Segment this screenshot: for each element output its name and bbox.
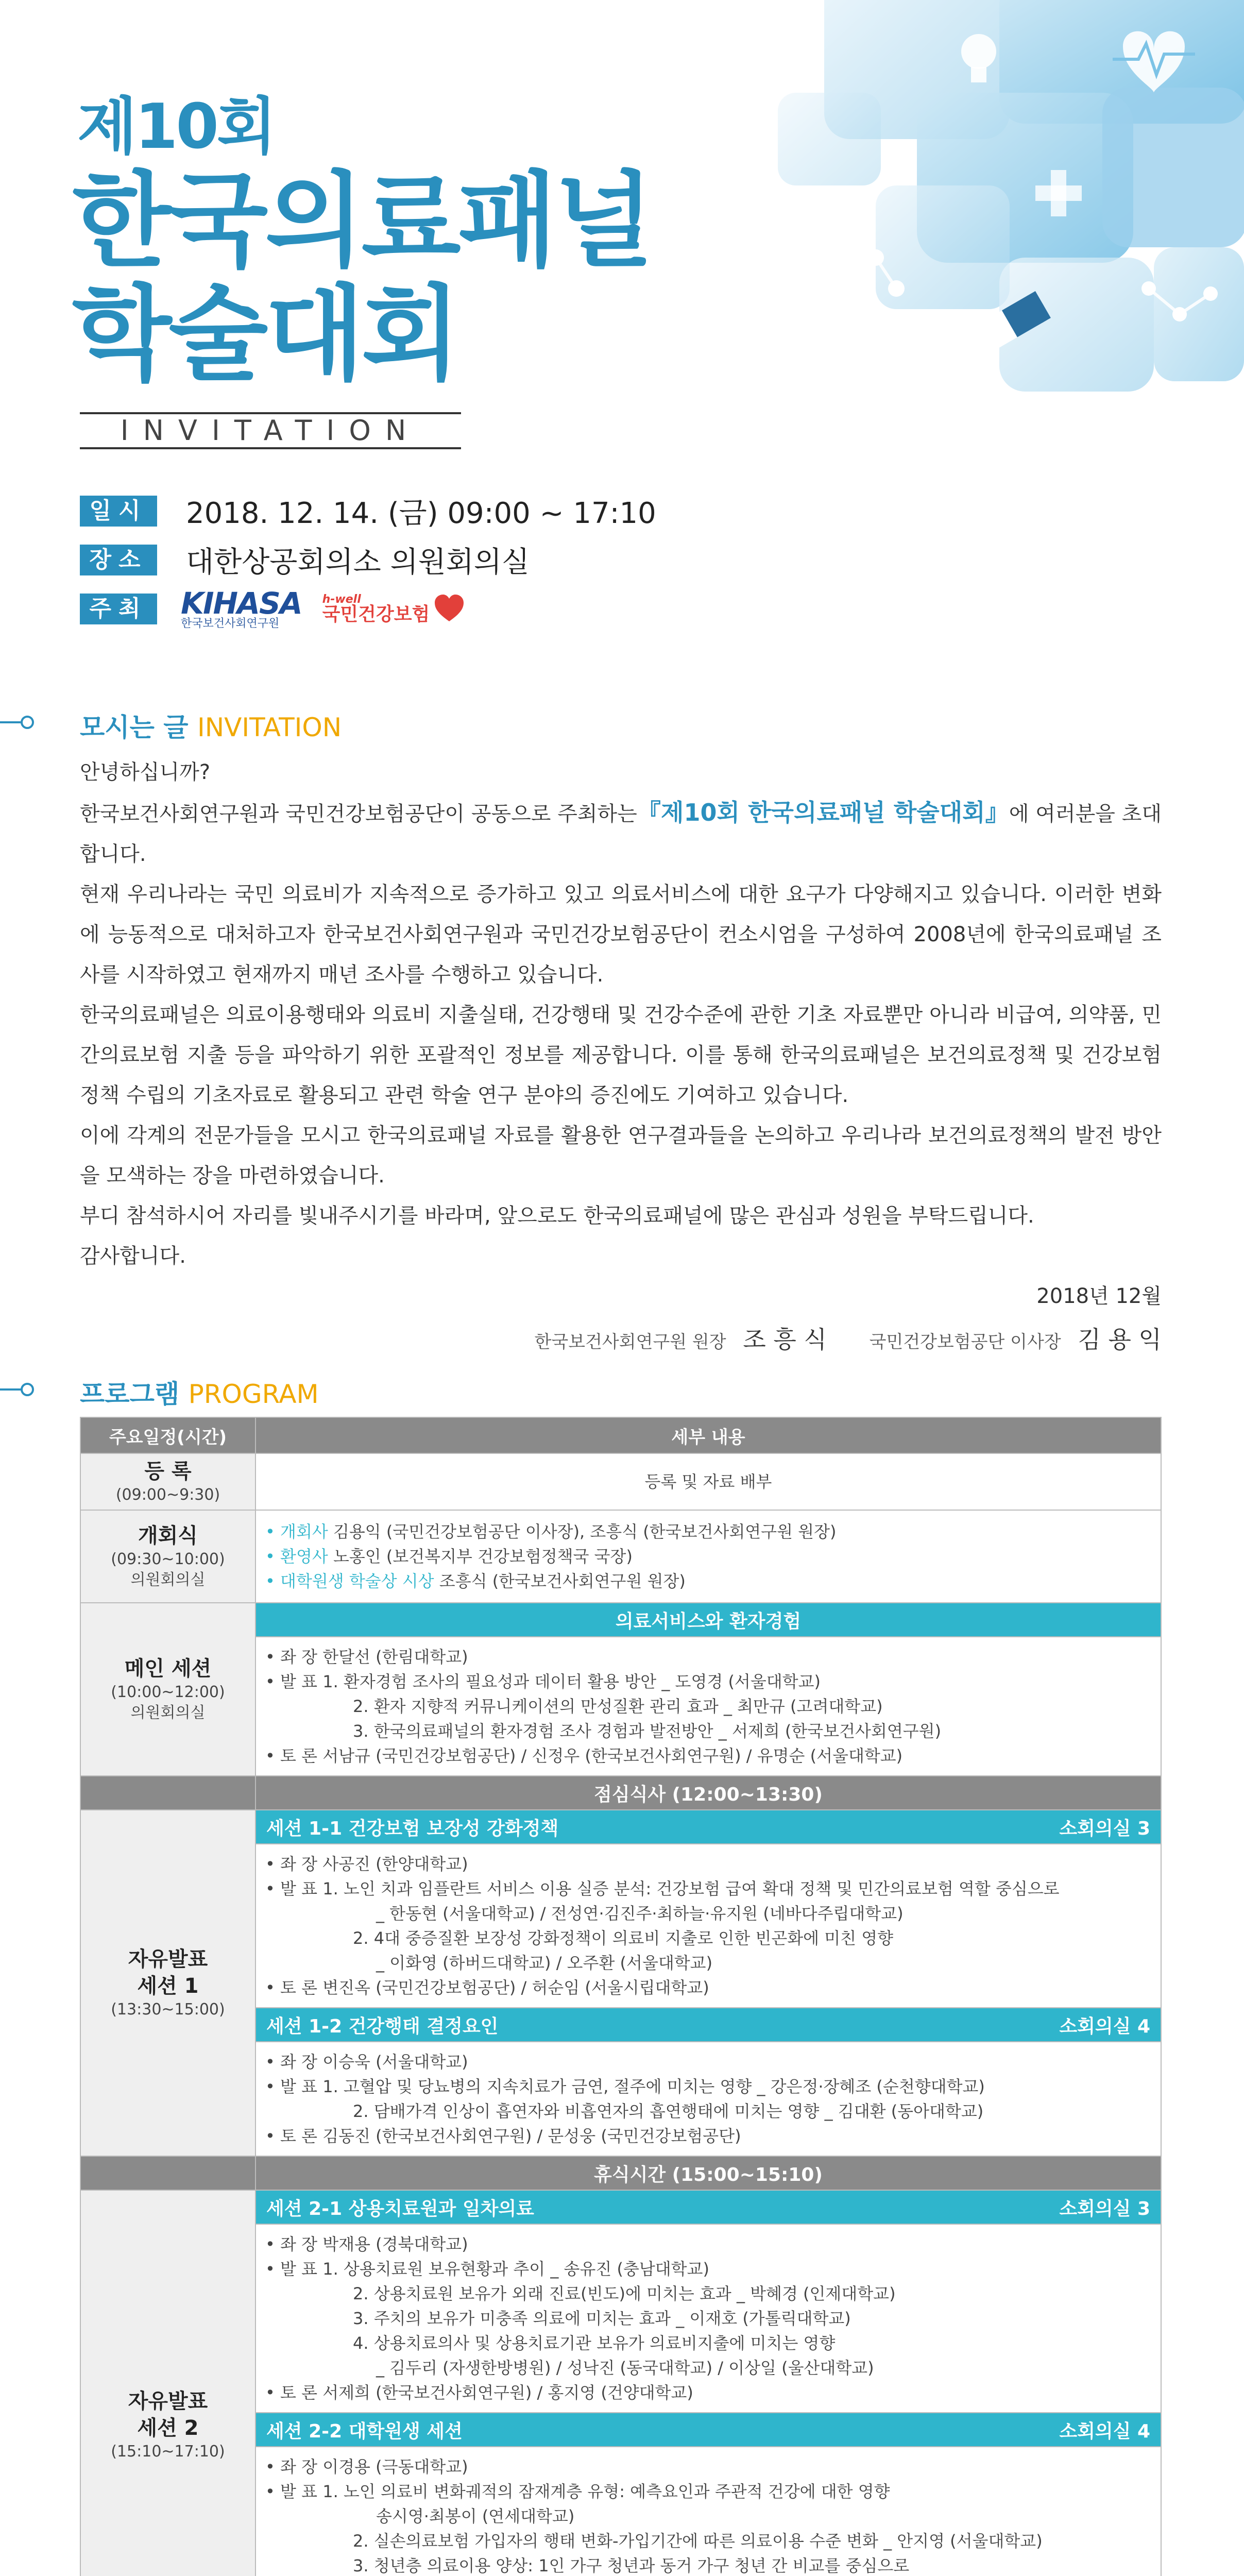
session-2-2-content: • 좌 장 이경용 (극동대학교) • 발 표 1. 노인 의료비 변화궤적의 잠재계층 유형: 예측요인과 주관적 건강에 대한 영향 송시영·최봉이 (연세대학교) 2. 실손의료보험 가입자의 행태 변화-가입기간에 따른 의료이용 수준 변화 _ 안지영 (서울대학교) 3. 청년층 의료이용 양상: 1인 가구 청년과 동거 가구 청년 간 비교를 중심으로 [255,2447,1161,2576]
event-title-line2: 학술대회 [72,275,458,395]
table-row [80,1453,1161,1510]
invitation-para-2: 현재 우리나라는 국민 의료비가 지속적으로 증가하고 있고 의료서비스에 대한 요구가 다양해지고 있습니다. 이러한 변화에 능동적으로 대처하고자 한국보건사회연구원과 국민건강보험공단이 컨소시엄을 구성하여 2008년에 한국의료패널 조사를 시작하였고 현재까지 매년 조사를 수행하고 있습니다. [80,883,1162,987]
break-bar: 휴식시간 (15:00~15:10) [255,2156,1161,2190]
table-row [80,1603,1161,1637]
header-time: 주요일정(시간) [80,1417,255,1453]
nhis-logo: h-well 국민건강보험 [322,593,430,625]
reg-time-cell: 등 록 (09:00~9:30) [80,1453,255,1510]
main-session-bar: 의료서비스와 환자경험 [255,1603,1161,1637]
table-row [80,1510,1161,1603]
heart-icon [434,595,465,623]
section-marker-icon [21,1383,34,1396]
table-row [80,2190,1161,2224]
invitation-para-4: 이에 각계의 전문가들을 모시고 한국의료패널 자료를 활용한 연구결과들을 논의하고 우리나라 보건의료정책의 발전 방안을 모색하는 장을 마련하였습니다. [80,1124,1162,1188]
opening-time-cell: 개회식 (09:30~10:00) 의원회의실 [80,1510,255,1603]
main-session-content: • 좌 장 한달선 (한림대학교) • 발 표 1. 환자경험 조사의 필요성과 데이터 활용 방안 _ 도영경 (서울대학교) 2. 환자 지향적 커뮤니케이션의 만성질환 관리 효과 _ 최만규 (고려대학교) 3. 한국의료패널의 환자경험 조사 경험과 발전방안 _ 서제희 (한국보건사회연구원) • 토 론 서남규 (국민건강보험공단) / 신정우 (한국보건사회연구원) / 유명순 (서울대학교) [255,1637,1161,1776]
invitation-para-3: 한국의료패널은 의료이용행태와 의료비 지출실태, 건강행태 및 건강수준에 관한 기초 자료뿐만 아니라 비급여, 의약품, 민간의료보험 지출 등을 파악하기 위한 포괄적인 정보를 제공합니다. 이를 통해 한국의료패널은 보건의료정책 및 건강보험정책 수립의 기초자료로 활용되고 관련 학술 연구 분야의 증진에도 기여하고 있습니다. [80,1003,1162,1107]
info-host [80,586,465,630]
session-1-2-content: • 좌 장 이승욱 (서울대학교) • 발 표 1. 고혈압 및 당뇨병의 지속치료가 금연, 절주에 미치는 영향 _ 강은정·장혜조 (순천향대학교) 2. 담배가격 인상이 흡연자와 비흡연자의 흡연행태에 미치는 영향 _ 김대환 (동아대학교) • 토 론 김동진 (한국보건사회연구원) / 문성웅 (국민건강보험공단) [255,2042,1161,2156]
greeting: 안녕하십니까? [80,760,211,784]
session-1-1-bar: 세션 1-1 건강보험 보장성 강화정책 소회의실 3 [255,1810,1161,1844]
main-session-time-cell: 메인 세션 (10:00~12:00) 의원회의실 [80,1603,255,1776]
host-logos [181,588,465,630]
info-venue-label: 장소 [80,545,157,575]
lunch-bar: 점심식사 (12:00~13:30) [255,1776,1161,1810]
session-2-2-bar: 세션 2-2 대학원생 세션 소회의실 4 [255,2413,1161,2447]
table-header-row [80,1417,1161,1453]
invitation-body [80,752,1162,1362]
kihasa-logo: KIHASA 한국보건사회연구원 [181,586,302,630]
info-venue [80,544,530,577]
table-row [80,1810,1161,1844]
invitation-banner: INVITATION [80,412,461,449]
invitation-para-5: 부디 참석하시어 자리를 빛내주시기를 바라며, 앞으로도 한국의료패널에 많은 관심과 성원을 부탁드립니다. [80,1204,1034,1228]
program-heading: 프로그램 PROGRAM [80,1379,319,1409]
letter-date: 2018년 12월 [1036,1284,1162,1308]
program-table [80,1417,1162,2576]
event-title [72,161,651,395]
session-2-1-content: • 좌 장 박재용 (경북대학교) • 발 표 1. 상용치료원 보유현황과 추이 _ 송유진 (충남대학교) 2. 상용치료원 보유가 외래 진료(빈도)에 미치는 효과 _ 박혜경 (인제대학교) 3. 주치의 보유가 미충족 의료에 미치는 효과 _ 이재호 (가톨릭대학교) 4. 상용치료의사 및 상용치료기관 보유가 의료비지출에 미치는 영향 _ 김두리 (자생한방병원) / 성낙진 (동국대학교) / 이상일 (울산대학교) • 토 론 서제희 (한국보건사회연구원) / 홍지영 (건양대학교) [255,2224,1161,2413]
info-date-value: 2018. 12. 14. (금) 09:00 ~ 17:10 [186,497,656,530]
table-row [80,2156,1161,2190]
free1-time-cell: 자유발표 세션 1 (13:30~15:00) [80,1810,255,2156]
section-marker-icon [21,716,34,729]
section-line [0,1388,21,1391]
header-decoration [608,0,1244,474]
session-1-1-content: • 좌 장 사공진 (한양대학교) • 발 표 1. 노인 치과 임플란트 서비스 이용 실증 분석: 건강보험 급여 확대 정책 및 민간의료보험 역할 중심으로 _ 한동현 (서울대학교) / 전성연·김진주·최하늘·유지원 (네바다주립대학교) 2. 4대 중증질환 보장성 강화정책이 의료비 지출로 인한 빈곤화에 미친 영향 _ 이화영 (하버드대학교) / 오주환 (서울대학교) • 토 론 변진옥 (국민건강보험공단) / 허순임 (서울시립대학교) [255,1844,1161,2008]
info-venue-value: 대한상공회의소 의원회의실 [186,546,530,579]
info-date [80,495,656,528]
invitation-heading: 모시는 글 INVITATION [80,713,342,742]
session-1-2-bar: 세션 1-2 건강행태 결정요인 소회의실 4 [255,2008,1161,2042]
list-item: • 환영사 노홍인 (보건복지부 건강보험정책국 국장) [265,1547,633,1566]
event-title-line1: 한국의료패널 [72,161,651,281]
info-date-label: 일시 [80,496,157,527]
table-row [80,1776,1161,1810]
invitation-para-1: 한국보건사회연구원과 국민건강보험공단이 공동으로 주최하는『제10회 한국의료패널 학술대회』에 여러분을 초대합니다. [80,799,1162,866]
header-content: 세부 내용 [255,1417,1161,1453]
reg-content: 등록 및 자료 배부 [255,1453,1161,1510]
list-item: • 대학원생 학술상 시상 조흥식 (한국보건사회연구원 원장) [265,1571,686,1591]
session-2-1-bar: 세션 2-1 상용치료원과 일차의료 소회의실 3 [255,2190,1161,2224]
info-host-label: 주최 [80,594,157,624]
thanks: 감사합니다. [80,1244,186,1268]
opening-content [255,1510,1161,1603]
event-round: 제10회 [77,91,275,163]
signatures: 한국보건사회연구원 원장 조 흥 식 국민건강보험공단 이사장 김 용 익 [534,1326,1162,1353]
section-line [0,721,21,723]
free2-time-cell: 자유발표 세션 2 (15:10~17:10) [80,2190,255,2576]
list-item: • 개회사 김용익 (국민건강보험공단 이사장), 조흥식 (한국보건사회연구원 원장) [265,1522,837,1541]
